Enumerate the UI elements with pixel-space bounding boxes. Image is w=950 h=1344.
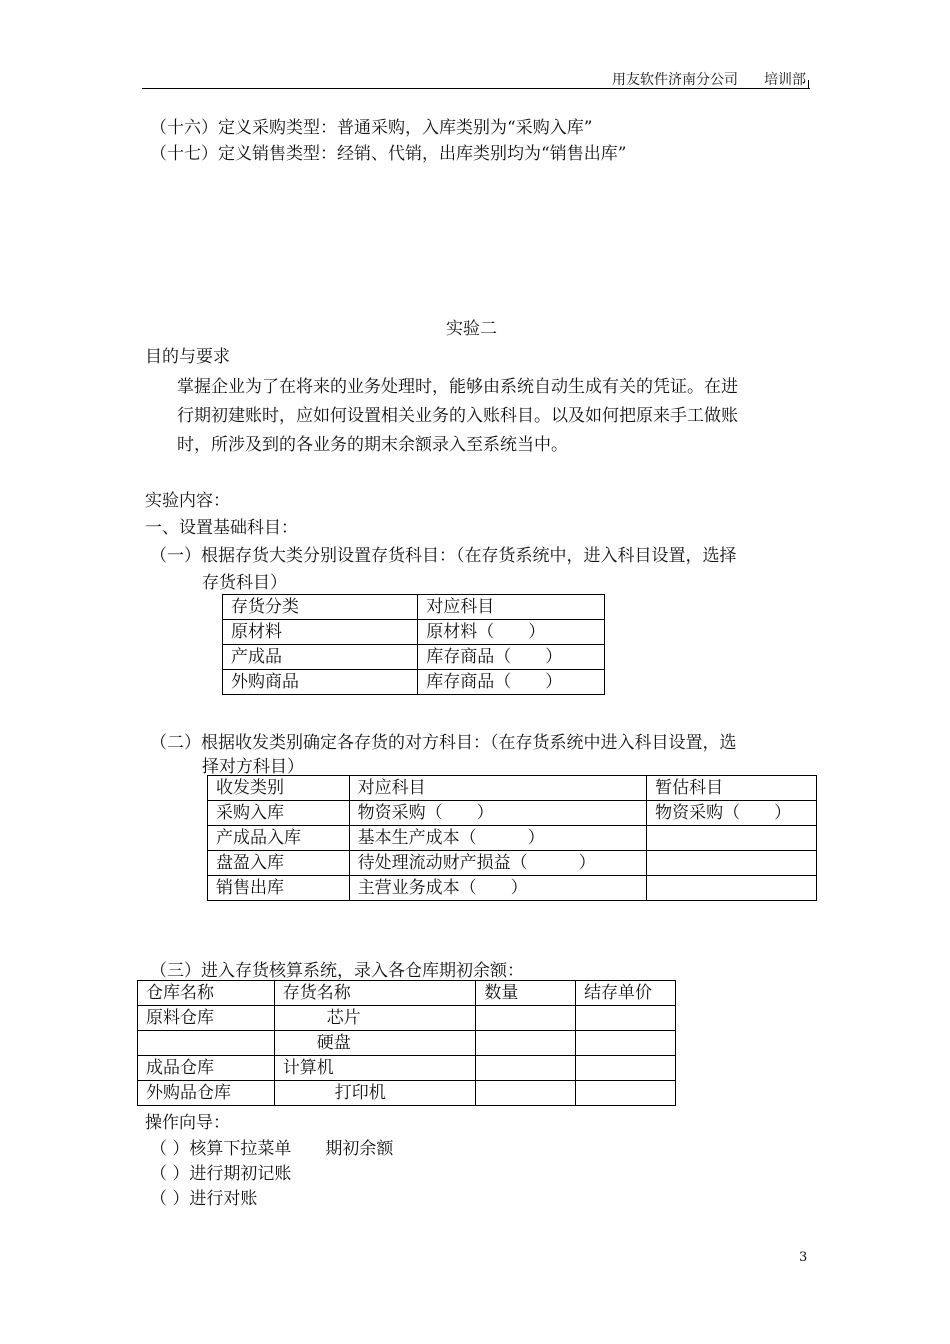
table-cell	[576, 1006, 676, 1031]
table-cell: 原料仓库	[138, 1006, 275, 1031]
table-cell: 硬盘	[274, 1031, 476, 1056]
table-cell: 采购入库	[208, 801, 350, 826]
table-header-cell: 仓库名称	[138, 981, 275, 1006]
table-cell: 外购品仓库	[138, 1081, 275, 1106]
table-cell: 打印机	[274, 1081, 476, 1106]
counter-subject-table	[207, 775, 817, 901]
table-row	[223, 620, 605, 645]
table-header-cell: 对应科目	[418, 595, 605, 620]
table-row	[138, 1006, 676, 1031]
table-row	[208, 826, 817, 851]
table-header-cell: 存货名称	[274, 981, 476, 1006]
table-cell	[647, 826, 817, 851]
table-row	[138, 1081, 676, 1106]
step-2-line-2: 择对方科目）	[202, 757, 304, 777]
table-cell: 基本生产成本（ ）	[349, 826, 647, 851]
goal-heading: 目的与要求	[145, 347, 230, 367]
table-cell	[138, 1031, 275, 1056]
table-cell	[647, 851, 817, 876]
table-cell: 原材料（ ）	[418, 620, 605, 645]
table-header-row	[208, 776, 817, 801]
table-cell: 销售出库	[208, 876, 350, 901]
table-cell: 库存商品（ ）	[418, 670, 605, 695]
table-header-cell: 结存单价	[576, 981, 676, 1006]
table-header-cell: 存货分类	[223, 595, 418, 620]
header-tick	[808, 80, 809, 89]
table-header-row	[138, 981, 676, 1006]
table-header-row	[223, 595, 605, 620]
goal-line-2: 行期初建账时，应如何设置相关业务的入账科目。以及如何把原来手工做账	[177, 406, 738, 426]
table-header-cell: 对应科目	[349, 776, 647, 801]
item-17: （十七）定义销售类型：经销、代销，出库类别均为“销售出库”	[150, 144, 627, 164]
page-number: 3	[799, 1250, 808, 1265]
guide-item-3: （ ）进行对账	[150, 1189, 258, 1209]
table-cell	[476, 1006, 576, 1031]
table-cell: 外购商品	[223, 670, 418, 695]
header-company: 用友软件济南分公司	[612, 72, 738, 88]
table-cell	[576, 1056, 676, 1081]
header-department: 培训部	[764, 72, 806, 88]
table-row	[138, 1031, 676, 1056]
goal-line-3: 时，所涉及到的各业务的期末余额录入至系统当中。	[177, 435, 568, 455]
goal-line-1: 掌握企业为了在将来的业务处理时，能够由系统自动生成有关的凭证。在进	[177, 377, 738, 397]
table-cell: 库存商品（ ）	[418, 645, 605, 670]
table-cell: 成品仓库	[138, 1056, 275, 1081]
section-1-heading: 一、设置基础科目：	[145, 518, 298, 538]
table-cell: 产成品入库	[208, 826, 350, 851]
table-cell: 物资采购（ ）	[647, 801, 817, 826]
opening-balance-table	[137, 980, 676, 1106]
table-row	[208, 801, 817, 826]
table-row	[208, 851, 817, 876]
table-header-cell: 暂估科目	[647, 776, 817, 801]
step-3-heading: （三）进入存货核算系统，录入各仓库期初余额：	[150, 961, 524, 981]
experiment-title: 实验二	[446, 319, 497, 339]
guide-item-2: （ ）进行期初记账	[150, 1164, 292, 1184]
table-row	[223, 670, 605, 695]
table-cell: 待处理流动财产损益（ ）	[349, 851, 647, 876]
table-cell	[476, 1081, 576, 1106]
step-1-line-2: 存货科目）	[202, 573, 287, 593]
table-cell: 原材料	[223, 620, 418, 645]
content-heading: 实验内容：	[145, 491, 230, 511]
table-header-cell: 数量	[476, 981, 576, 1006]
table-cell	[476, 1031, 576, 1056]
table-row	[208, 876, 817, 901]
table-row	[138, 1056, 676, 1081]
header-rule	[142, 88, 810, 89]
table-cell: 物资采购（ ）	[349, 801, 647, 826]
guide-heading: 操作向导：	[145, 1113, 230, 1133]
item-16: （十六）定义采购类型：普通采购，入库类别为“采购入库”	[150, 118, 593, 138]
table-cell: 主营业务成本（ ）	[349, 876, 647, 901]
table-cell: 产成品	[223, 645, 418, 670]
table-header-cell: 收发类别	[208, 776, 350, 801]
inventory-subject-table	[222, 594, 605, 695]
table-row	[223, 645, 605, 670]
table-cell	[576, 1031, 676, 1056]
guide-item-1: （ ）核算下拉菜单 期初余额	[150, 1139, 394, 1159]
step-1-line-1: （一）根据存货大类分别设置存货科目：（在存货系统中，进入科目设置，选择	[150, 546, 737, 566]
table-cell: 计算机	[274, 1056, 476, 1081]
table-cell: 芯片	[274, 1006, 476, 1031]
table-cell: 盘盈入库	[208, 851, 350, 876]
table-cell	[647, 876, 817, 901]
table-cell	[476, 1056, 576, 1081]
step-2-line-1: （二）根据收发类别确定各存货的对方科目：（在存货系统中进入科目设置，选	[150, 733, 737, 753]
table-cell	[576, 1081, 676, 1106]
